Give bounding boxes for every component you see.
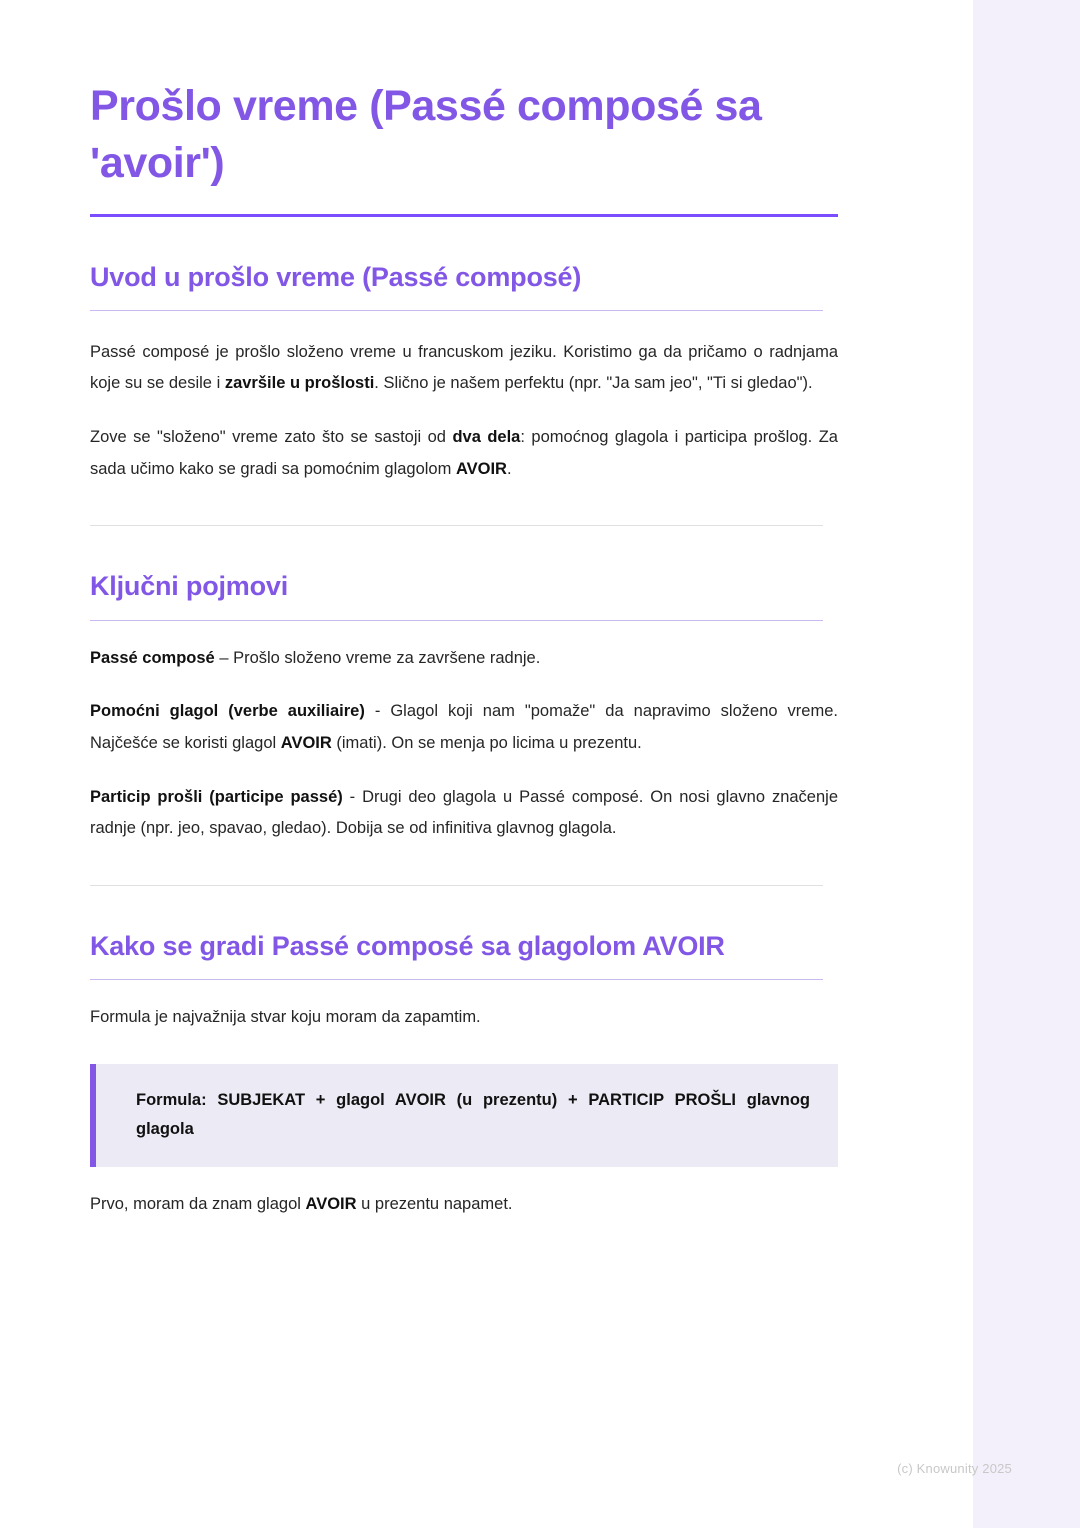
paragraph: Zove se "složeno" vreme zato što se sastoji od dva dela: pomoćnog glagola i participa prošlog. Za sada učimo kako se gradi sa pomoćnim glagolom AVOIR. [90,428,838,478]
section-heading-intro: Uvod u prošlo vreme (Passé composé) [90,261,582,292]
content-divider [90,885,823,886]
section-heading-formation: Kako se gradi Passé composé sa glagolom AVOIR [90,931,725,962]
section-heading-key-terms: Ključni pojmovi [90,571,289,602]
term-definition: Particip prošli (participe passé) - Drugi deo glagola u Passé composé. On nosi glavno značenje radnje (npr. jeo, spavao, gledao). Dobija se od infinitiva glavnog glagola. [90,787,838,838]
paragraph: Prvo, moram da znam glagol AVOIR u prezentu napamet. [90,1194,513,1213]
right-margin-strip [973,0,1080,1528]
term-definition: Pomoćni glagol (verbe auxiliaire) - Glagol koji nam "pomaže" da napravimo složeno vreme. Najčešće se koristi glagol AVOIR (imati). On se menja po licima u prezentu. [90,702,838,753]
content-divider [90,525,823,526]
section-divider-formation [90,979,823,980]
section-divider-key-terms [90,620,823,621]
page-title: Prošlo vreme (Passé composé sa 'avoir') [90,82,762,187]
document-content [90,78,838,1220]
paragraph: Passé composé je prošlo složeno vreme u francuskom jeziku. Koristimo ga da pričamo o radnjama koje su se desile i završile u prošlosti. Slično je našem perfektu (npr. "Ja sam jeo", "Ti si gledao"). [90,342,838,393]
term-definition: Passé composé – Prošlo složeno vreme za završene radnje. [90,648,541,667]
formula-callout [90,1064,838,1167]
title-divider [90,214,838,217]
section-divider-intro [90,310,823,311]
formula-text: Formula: SUBJEKAT + glagol AVOIR (u prezentu) + PARTICIP PROŠLI glavnog glagola [136,1090,810,1139]
watermark: (c) Knowunity 2025 [897,1461,1012,1476]
paragraph: Formula je najvažnija stvar koju moram da zapamtim. [90,1008,481,1027]
